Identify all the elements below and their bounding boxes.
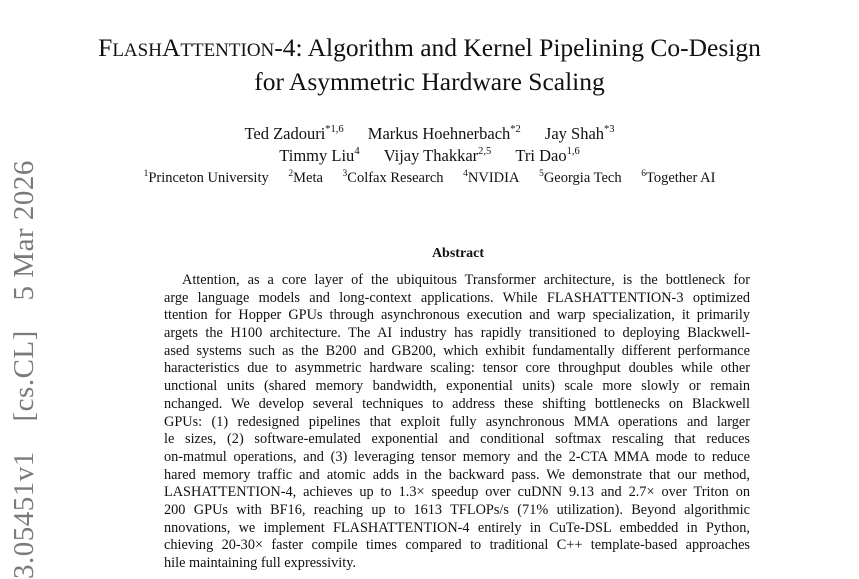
abstract-line: ased systems such as the B200 and GB200, which exhibit fundamentally different performance [164, 342, 750, 359]
abstract-line: haracteristics due to asymmetric hardware scaling: tensor core throughput doubles while other [164, 360, 750, 377]
abstract-line: hile maintaining full expressivity. [164, 555, 357, 571]
author: Tri Dao$^{1,6}$ [515, 146, 580, 165]
abstract-line: GPUs: (1) redesigned pipelines that exploit fully asynchronous MMA operations and larger [164, 413, 750, 430]
abstract-line: on-matmul operations, and (3) leveraging tensor memory and the 2-CTA MMA mode to reduce [164, 448, 750, 465]
abstract-line: LASHATTENTION-4, achieves up to 1.3× speedup over cuDNN 9.13 and 2.7× over Triton on [164, 484, 750, 501]
title-line-1: FLASHATTENTION-4: Algorithm and Kernel Pipelining Co-Design [98, 33, 761, 62]
affiliation: $^2$Meta [288, 169, 323, 186]
affiliation: $^1$Princeton University [143, 169, 269, 186]
abstract-line: le sizes, (2) software-emulated exponential and conditional softmax rescaling that reduces [164, 431, 750, 448]
affiliation: $^3$Colfax Research [342, 169, 444, 186]
abstract-line: nnovations, we implement FLASHATTENTION-4 entirely in CuTe-DSL embedded in Python, [164, 519, 750, 536]
abstract-body [164, 272, 750, 573]
abstract-line: Attention, as a core layer of the ubiquitous Transformer architecture, is the bottleneck for [182, 272, 750, 288]
abstract-heading: Abstract [431, 246, 485, 261]
affiliation: $^5$Georgia Tech [539, 169, 622, 186]
abstract-line: chieving 20-30× faster compile times compared to traditional C++ template-based approaches [164, 537, 750, 554]
author: Jay Shah$^{*3}$ [544, 124, 615, 143]
arxiv-category: [cs.CL] [8, 330, 40, 422]
abstract-line: unctional units (shared memory bandwidth, exponential units) scale more slowly or remain [164, 378, 750, 395]
abstract-line: nchanged. We develop several techniques to address these shifting bottlenecks on Blackwell [164, 395, 750, 412]
abstract-line: arge language models and long-context applications. While FLASHATTENTION-3 optimized [164, 289, 750, 306]
author: Markus Hoehnerbach$^{*2}$ [367, 124, 521, 143]
title-line-2: for Asymmetric Hardware Scaling [254, 67, 605, 96]
arxiv-date: 5 Mar 2026 [8, 160, 40, 301]
authors-row-2 [0, 146, 859, 166]
abstract-line: 200 GPUs with BF16, reaching up to 1613 TFLOPs/s (71% utilization). Beyond algorithmic [164, 501, 750, 518]
affiliation: $^6$Together AI [641, 169, 716, 186]
abstract-line: ttention for Hopper GPUs through asynchronous execution and warp specialization, it primarily [164, 307, 750, 324]
author: Timmy Liu$^4$ [279, 146, 360, 165]
author: Vijay Thakkar$^{2,5}$ [383, 146, 492, 165]
arxiv-id: 3.05451v1 [8, 451, 40, 579]
affiliations [0, 170, 859, 187]
affiliation: $^4$NVIDIA [463, 169, 520, 186]
abstract-line: hared memory traffic and atomic adds in the backward pass. We demonstrate that our method, [164, 466, 750, 483]
arxiv-stamp [4, 138, 44, 579]
authors-row-1 [0, 124, 859, 144]
author: Ted Zadouri$^{*1,6}$ [244, 124, 344, 143]
paper-title [0, 32, 859, 97]
abstract-line: argets the H100 architecture. The AI industry has rapidly transitioned to deploying Blackwell- [164, 325, 750, 342]
